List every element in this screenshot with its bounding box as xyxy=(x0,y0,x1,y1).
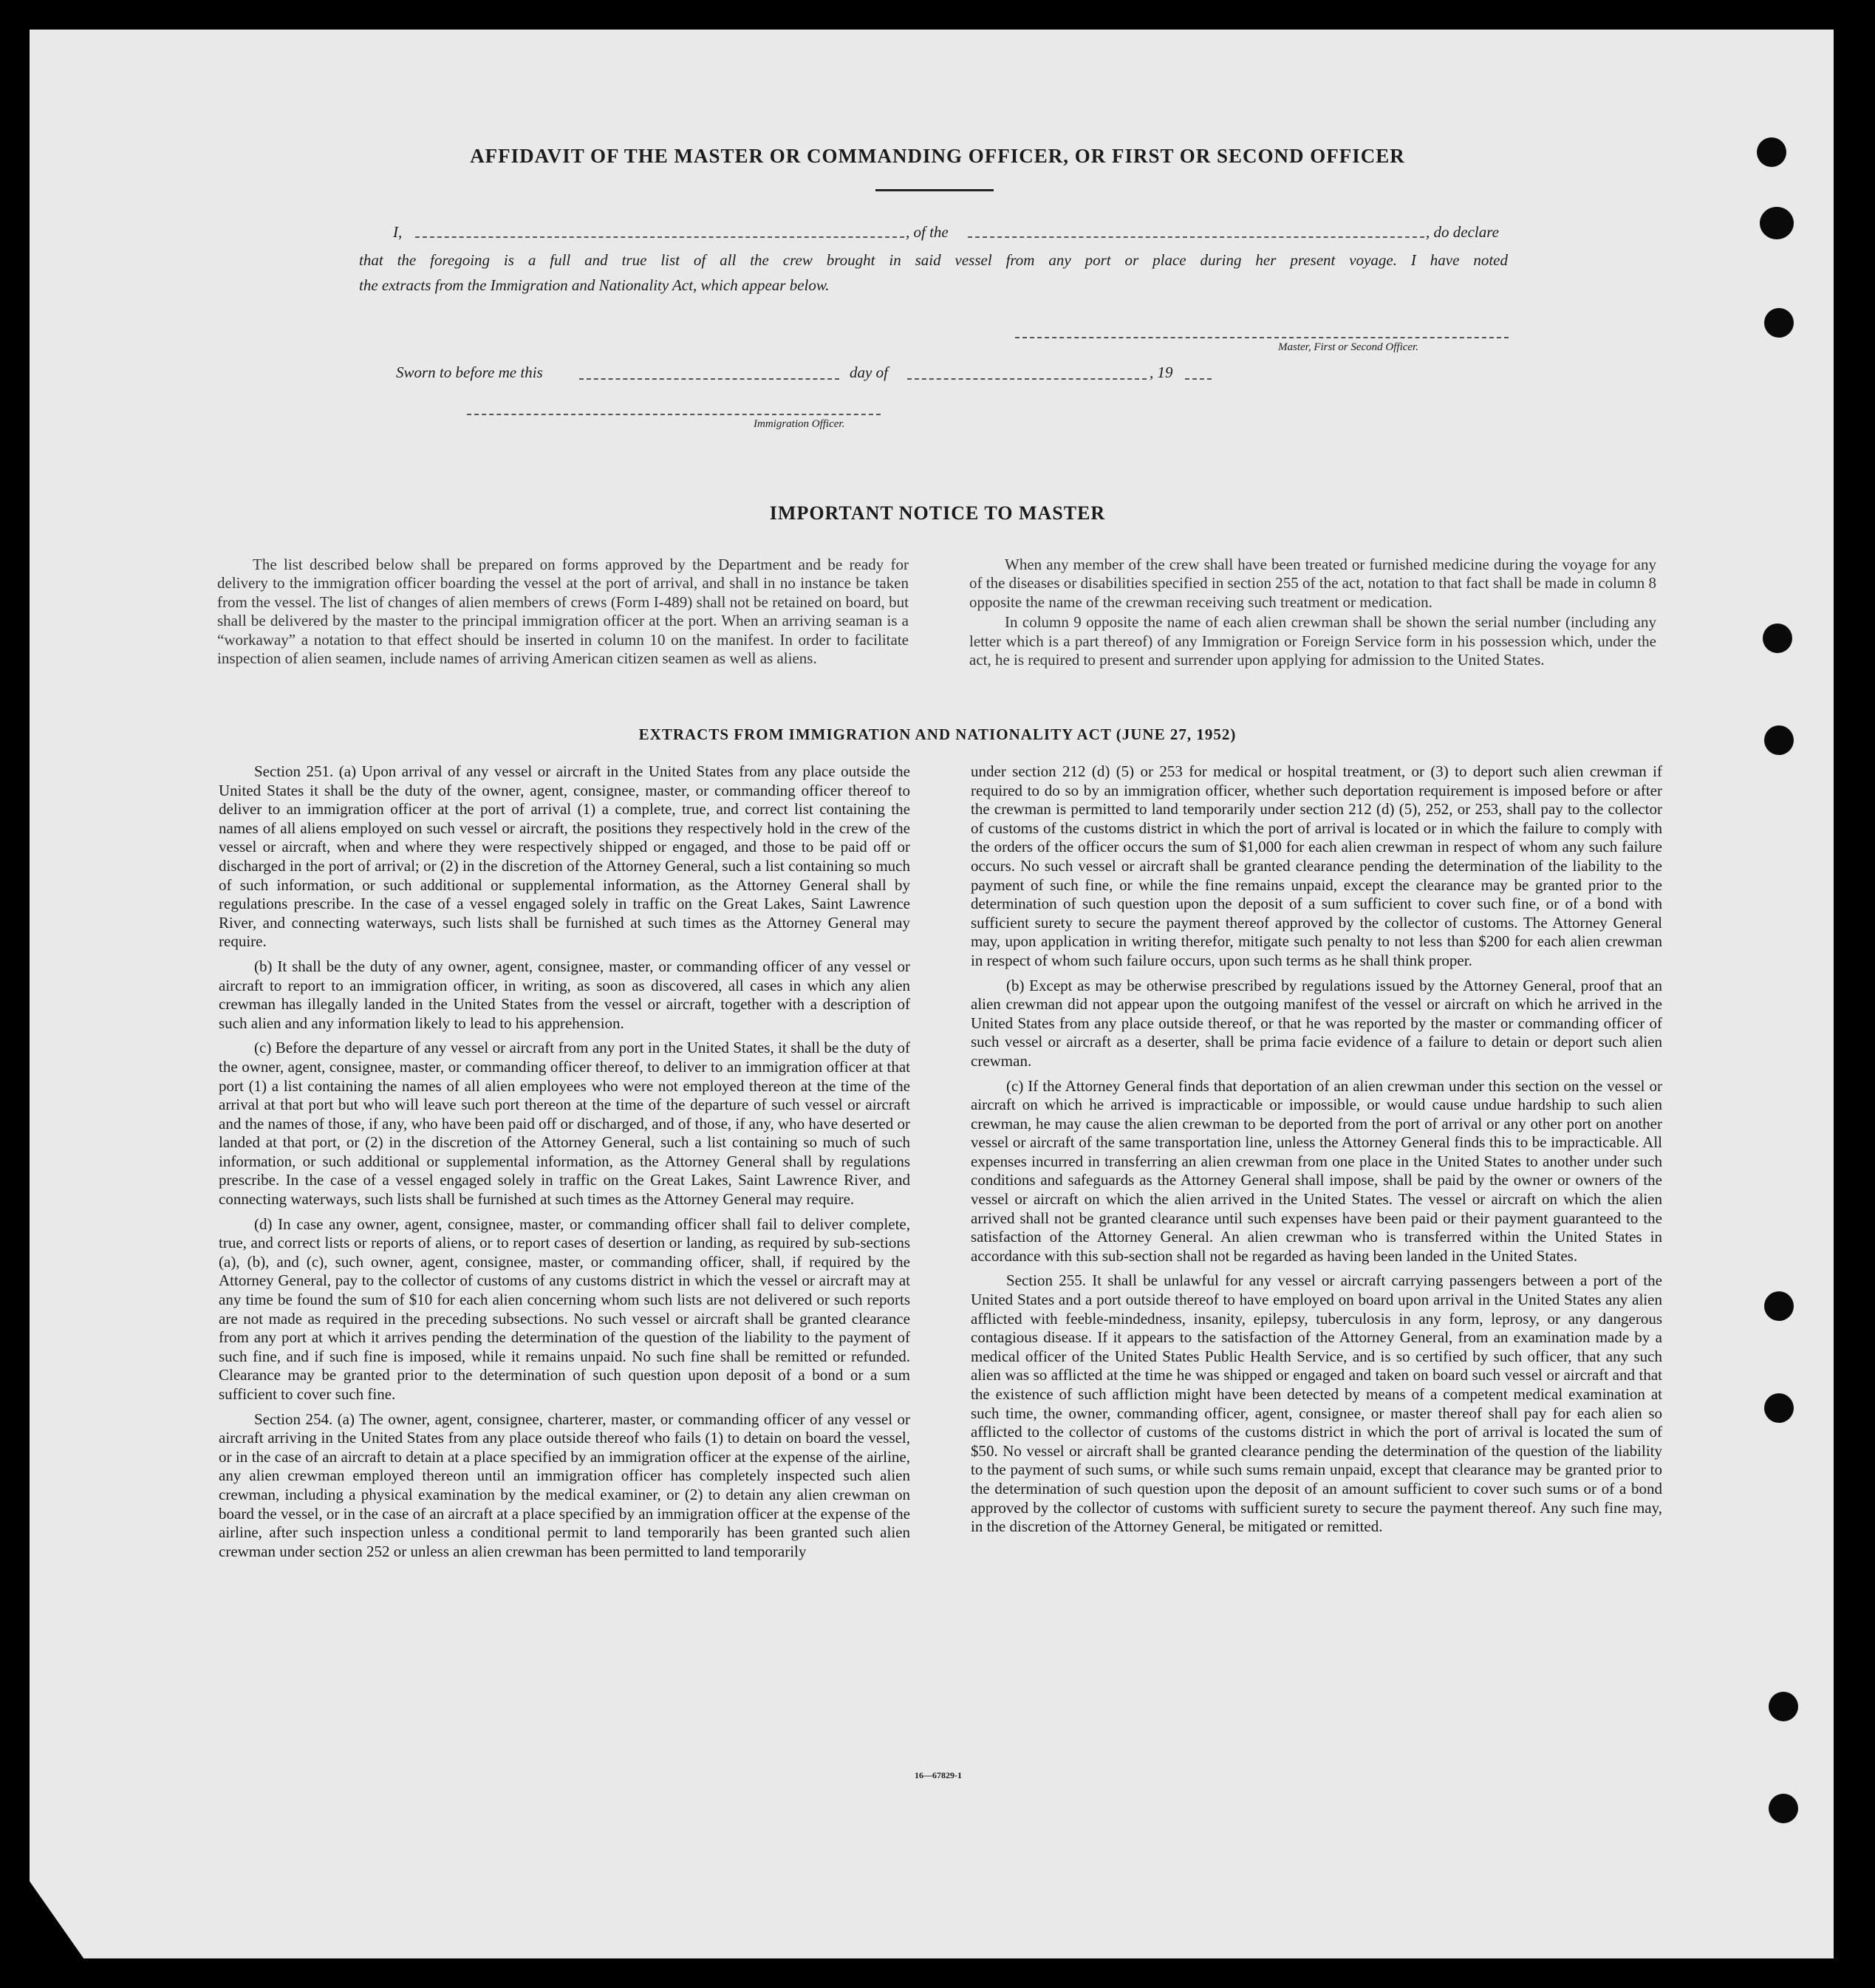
declaration-line-1: that the foregoing is a full and true list of all the crew brought in said vessel from any port or place during her present voyage. I have noted xyxy=(359,251,1508,269)
declaration-line-2: the extracts from the Immigration and Nationality Act, which appear below. xyxy=(359,276,830,294)
binder-hole-icon xyxy=(1764,1291,1794,1321)
section-251-c: (c) Before the departure of any vessel or aircraft from any port in the United States, it shall be the duty of the owner, agent, consignee, master, or commanding officer thereof, to deliver to an immigration officer at that port (1) a list containing the names of all alien employees who were not employed thereon at the time of the arrival at that port but who will leave such port thereon at the time of the departure of such vessel or aircraft and the names of those, if any, who have been paid off or discharged, and of those, if any, who have deserted or landed at that port, or (2) in the discretion of the Attorney General, such a list containing so much of such information, or such additional or supplemental information, as the Attorney General shall by regulations prescribe. In the case of a vessel engaged solely in traffic on the Great Lakes, Saint Lawrence River, and connecting waterways, such lists shall be furnished at such times as the Attorney General may require. xyxy=(219,1039,910,1209)
extracts-right-column xyxy=(971,762,1662,1543)
sworn-day-field[interactable] xyxy=(579,378,839,380)
immigration-officer-label: Immigration Officer. xyxy=(754,418,845,430)
notice-left-paragraph: The list described below shall be prepared on forms approved by the Department and be ready for delivery to the immigration officer boarding the vessel at the port of arrival, and shall in no instance be taken from the vessel. The list of changes of alien members of crews (Form I-489) shall not be retained on board, but shall be delivered by the master to the principal immigration officer at the port. When an arriving seaman is a “workaway” a notation to that effect should be inserted in column 10 on the manifest. In order to facilitate inspection of alien seamen, include names of arriving American citizen seamen as well as aliens. xyxy=(217,556,909,668)
binder-hole-icon xyxy=(1760,207,1794,239)
section-254-a-continued: under section 212 (d) (5) or 253 for medical or hospital treatment, or (3) to deport such alien crewman if required to do so by an immigration officer, whether such deportation requirement is imposed before or after the crewman is permitted to land temporarily under section 212 (d) (5), 252, or 253, shall pay to the collector of customs of the customs district in which the port of arrival is located or in which the failure to comply with the orders of the officer occurs the sum of $1,000 for each alien crewman in respect of whom any such failure occurs. No such vessel or aircraft shall be granted clearance pending the determination of the liability to the payment of such fine, or while the fine remains unpaid, except the clearance may be granted prior to the determination of such question upon the deposit of a sum sufficient to cover such fine, or of a bond with sufficient surety to secure the payment thereof approved by the collector of customs. The Attorney General may, upon application in writing therefor, mitigate such penalty to not less than $200 for each alien crewman in respect of whom such failure occurs, upon such terms as he shall think proper. xyxy=(971,762,1662,969)
notice-right-paragraph-1: When any member of the crew shall have been treated or furnished medicine during the voyage for any of the diseases or disabilities specified in section 255 of the act, notation to that fact shall be made in column 8 opposite the name of the crewman receiving such treatment or medication. xyxy=(969,556,1656,611)
binder-hole-icon xyxy=(1769,1692,1798,1721)
day-of-label: day of xyxy=(850,363,888,381)
master-signature-field[interactable] xyxy=(1015,337,1509,338)
extracts-left-column xyxy=(219,762,910,1567)
sworn-label: Sworn to before me this xyxy=(396,363,543,381)
sworn-year-field[interactable] xyxy=(1185,378,1212,380)
notice-left-column xyxy=(217,556,909,669)
notice-right-paragraph-2: In column 9 opposite the name of each alien crewman shall be shown the serial number (including any letter which is a part thereof) of any Immigration or Foreign Service form in his possession which, under the act, he is required to present and surrender upon applying for admission to the United States. xyxy=(969,613,1656,669)
master-signature-label: Master, First or Second Officer. xyxy=(1278,341,1418,353)
i-label: I, xyxy=(393,223,403,241)
section-251-b: (b) It shall be the duty of any owner, agent, consignee, master, or commanding officer of any vessel or aircraft to report to an immigration officer, in writing, as soon as discovered, all cases in which any alien crewman has illegally landed in the United States from the vessel or aircraft, together with a description of such alien and any information likely to lead to his apprehension. xyxy=(219,957,910,1032)
section-255: Section 255. It shall be unlawful for any vessel or aircraft carrying passengers between a port of the United States and a port outside thereof to have employed on board upon arrival in the United States any alien afflicted with feeble-mindedness, insanity, epilepsy, tuberculosis in any form, leprosy, or any dangerous contagious disease. If it appears to the satisfaction of the Attorney General, from an examination made by a medical officer of the United States Public Health Service, and is so certified by such officer, that any such alien was so afflicted at the time he was shipped or engaged and taken on board such vessel or aircraft and that the existence of such affliction might have been detected by means of a competent medical examination at such time, the owner, commanding officer, agent, consignee, or master thereof shall pay for each alien so afflicted to the collector of customs of the customs district in which the port of arrival is located the sum of $50. No vessel or aircraft shall be granted clearance pending the determination of the question of the liability to the payment of such sums, or while such sums remain unpaid, except that clearance may be granted prior to the determination of such question upon the deposit of an amount sufficient to cover such sums or of a bond approved by the collector of customs with sufficient surety to secure the payment thereof. Any such fine may, in the discretion of the Attorney General, be mitigated or remitted. xyxy=(971,1271,1662,1536)
binder-hole-icon xyxy=(1769,1794,1798,1823)
title-rule xyxy=(875,189,994,191)
section-251-d: (d) In case any owner, agent, consignee, master, or commanding officer shall fail to deliver complete, true, and correct lists or reports of aliens, or to report cases of desertion or landing, as required by sub-sections (a), (b), and (c), such owner, agent, consignee, master, or commanding officer, shall, if required by the Attorney General, pay to the collector of customs of any customs district in which the vessel or aircraft may at any time be found the sum of $10 for each alien concerning whom such lists are not delivered or such reports are not made as required in the preceding subsections. No such vessel or aircraft shall be granted clearance from any port at which it arrives pending the determination of the question of the liability to the payment of such fine, and if such fine is imposed, while it remains unpaid. No such fine shall be remitted or refunded. Clearance may be granted prior to the determination of such question upon deposit of a bond or a sum sufficient to cover such fine. xyxy=(219,1215,910,1403)
section-251-a: Section 251. (a) Upon arrival of any vessel or aircraft in the United States from any place outside the United States it shall be the duty of the owner, agent, consignee, master, or commanding officer thereof to deliver to an immigration officer at the port of arrival (1) a complete, true, and correct list containing the names of all aliens employed on such vessel or aircraft, the positions they respectively hold in the crew of the vessel or aircraft, when and where they were respectively shipped or engaged, and those to be paid off or discharged in the port of arrival; or (2) in the discretion of the Attorney General, such a list containing so much of such information, or such additional or supplemental information, as the Attorney General shall by regulations prescribe. In the case of a vessel engaged solely in traffic on the Great Lakes, Saint Lawrence River, and connecting waterways, such lists shall be furnished at such times as the Attorney General may require. xyxy=(219,762,910,951)
do-declare-label: , do declare xyxy=(1426,223,1499,241)
section-254-c: (c) If the Attorney General finds that deportation of an alien crewman under this section on the vessel or aircraft on which he arrived is impracticable or impossible, or would cause undue hardship to such alien crewman, he may cause the alien crewman to be deported from the port of arrival or any other port on another vessel or aircraft of the same transportation line, unless the Attorney General finds this to be impracticable. All expenses incurred in transferring an alien crewman from one place in the United States to another under such conditions and safeguards as the Attorney General shall impose, shall be paid by the owner or owners of the vessel or aircraft on which the alien arrived in the United States. The vessel or aircraft on which the alien arrived shall not be granted clearance until such expenses have been paid or their payment guaranteed to the satisfaction of the Attorney General. An alien crewman who is transferred within the United States in accordance with this sub-section shall not be regarded as having been landed in the United States. xyxy=(971,1076,1662,1265)
notice-right-column xyxy=(969,556,1656,671)
sworn-month-field[interactable] xyxy=(907,378,1147,380)
affidavit-title: AFFIDAVIT OF THE MASTER OR COMMANDING OFFICER, OR FIRST OR SECOND OFFICER xyxy=(470,145,1405,167)
binder-hole-icon xyxy=(1763,624,1792,653)
binder-hole-icon xyxy=(1764,1393,1794,1423)
binder-hole-icon xyxy=(1764,308,1794,338)
year-label: , 19 xyxy=(1150,363,1173,381)
notice-title: IMPORTANT NOTICE TO MASTER xyxy=(769,502,1106,524)
form-number: 16—67829-1 xyxy=(915,1770,962,1780)
vessel-name-field[interactable] xyxy=(968,236,1424,238)
master-name-field[interactable] xyxy=(415,236,904,238)
immigration-officer-signature-field[interactable] xyxy=(467,414,881,415)
extracts-title: EXTRACTS FROM IMMIGRATION AND NATIONALITY ACT (JUNE 27, 1952) xyxy=(638,725,1237,743)
of-the-label: , of the xyxy=(906,223,949,241)
section-254-b: (b) Except as may be otherwise prescribed by regulations issued by the Attorney General, proof that an alien crewman did not appear upon the outgoing manifest of the vessel or aircraft on which he arrived in the United States from any place outside thereof, or that he was reported by the master or commanding officer of such vessel or aircraft as a deserter, shall be prima facie evidence of a failure to detain or deport such alien crewman. xyxy=(971,976,1662,1070)
section-254-a: Section 254. (a) The owner, agent, consignee, charterer, master, or commanding officer of any vessel or aircraft arriving in the United States from any place outside thereof who fails (1) to detain on board the vessel, or in the case of an aircraft to detain at a place specified by an immigration officer at the expense of the airline, any alien crewman employed thereon until an immigration officer has completely inspected such alien crewman, including a physical examination by the medical examiner, or (2) to detain any alien crewman on board the vessel, or in the case of an aircraft at a place specified by an immigration officer at the expense of the airline, after such inspection unless a conditional permit to land temporarily has been granted such alien crewman under section 252 or unless an alien crewman has been permitted to land temporarily xyxy=(219,1410,910,1560)
